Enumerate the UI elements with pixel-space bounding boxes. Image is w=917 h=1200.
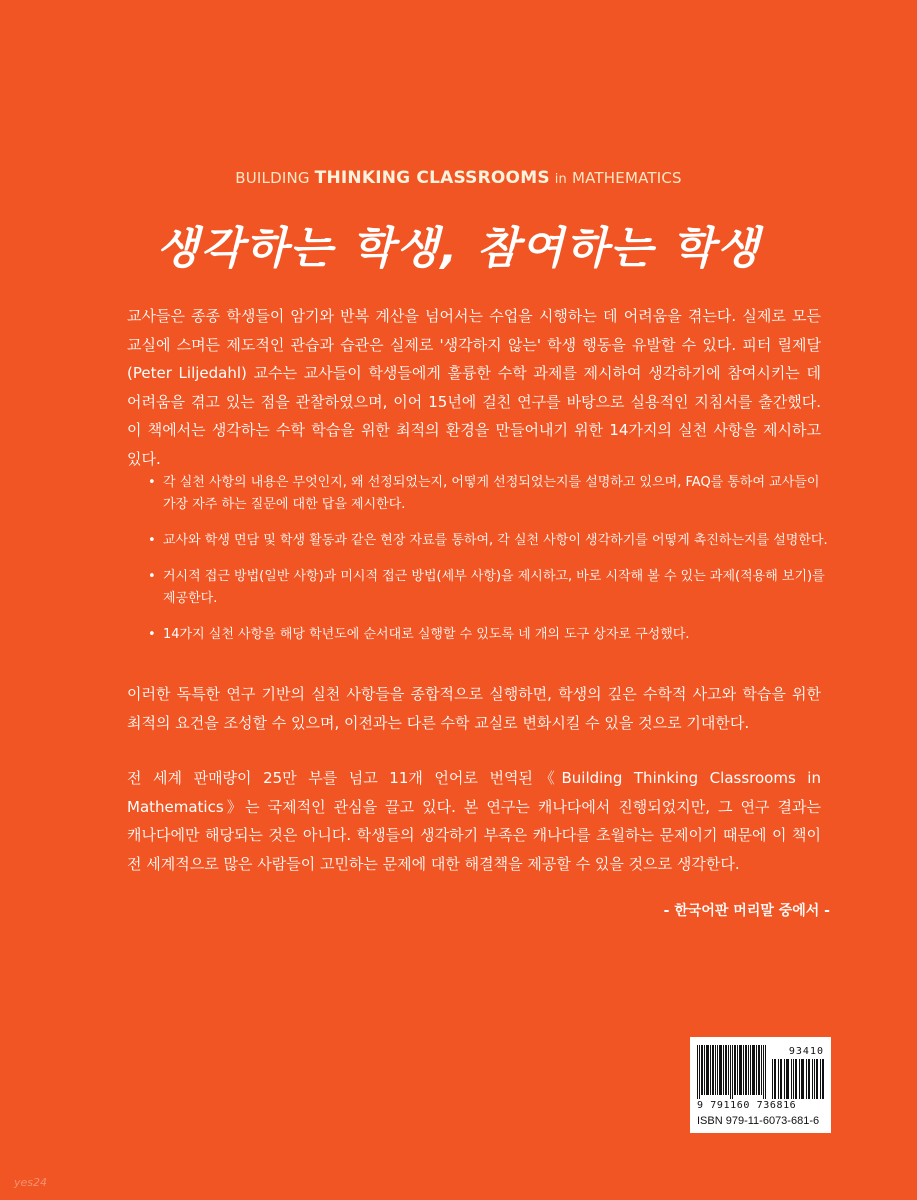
list-item-text: 각 실천 사항의 내용은 무엇인지, 왜 선정되었는지, 어떻게 선정되었는지를 설명하고 있으며, FAQ를 통하여 교사들이 가장 자주 하는 질문에 대한 답을 제시한다. [163, 475, 820, 512]
barcode-addon-number: 93410 [788, 1046, 824, 1057]
feature-list [148, 472, 838, 660]
list-item-text: 거시적 접근 방법(일반 사항)과 미시적 접근 방법(세부 사항)을 제시하고, 바로 시작해 볼 수 있는 과제(적용해 보기)를 제공한다. [163, 569, 825, 606]
bullet-marker: • [148, 533, 156, 548]
bullet-marker: • [148, 569, 156, 584]
watermark: yes24 [14, 1176, 48, 1189]
source-attribution: - 한국어판 머리말 중에서 - [663, 903, 830, 919]
bullet-marker: • [148, 627, 156, 642]
series-title [0, 168, 917, 188]
series-title-thinking-classrooms: THINKING CLASSROOMS [314, 168, 550, 188]
international-paragraph: 전 세계 판매량이 25만 부를 넘고 11개 언어로 번역된《Building Thinking Classrooms in Mathematics》는 국제적인 관심을 끌고 있다. 본 연구는 캐나다에서 진행되었지만, 그 연구 결과는 캐나다에만 해당되는 것은 아니다. 학생들의 생각하기 부족은 캐나다를 초월하는 문제이기 때문에 이 책이 전 세계적으로 많은 사람들이 고민하는 문제에 대한 해결책을 제공할 수 있을 것으로 생각한다. [127, 769, 821, 873]
expectation-paragraph: 이러한 독특한 연구 기반의 실천 사항들을 종합적으로 실행하면, 학생의 깊은 수학적 사고와 학습을 위한 최적의 요건을 조성할 수 있으며, 이전과는 다른 수학 교실로 변화시킬 수 있을 것으로 기대한다. [127, 685, 821, 732]
list-item [148, 472, 838, 516]
list-item-text: 14가지 실천 사항을 해당 학년도에 순서대로 실행할 수 있도록 네 개의 도구 상자로 구성했다. [163, 627, 690, 642]
addon-barcode [772, 1059, 826, 1099]
series-title-in: in [554, 172, 568, 187]
list-item-text: 교사와 학생 면담 및 학생 활동과 같은 현장 자료를 통하여, 각 실천 사항이 생각하기를 어떻게 촉진하는지를 설명한다. [163, 533, 828, 548]
intro-paragraph: 교사들은 종종 학생들이 암기와 반복 계산을 넘어서는 수업을 시행하는 데 어려움을 겪는다. 실제로 모든 교실에 스며든 제도적인 관습과 습관은 실제로 '생각하지 않는' 학생 행동을 유발할 수 있다. 피터 릴제달(Peter Liljedahl) 교수는 교사들이 학생들에게 훌륭한 수학 과제를 제시하여 생각하기에 참여시키는 데 어려움을 겪고 있는 점을 관찰하였으며, 이어 15년에 걸친 연구를 바탕으로 실용적인 지침서를 출간했다. 이 책에서는 생각하는 수학 학습을 위한 최적의 환경을 만들어내기 위한 14가지의 실천 사항을 제시하고 있다. [127, 307, 821, 468]
isbn-text: ISBN 979-11-6073-681-6 [697, 1115, 820, 1127]
series-title-mathematics: MATHEMATICS [571, 169, 682, 187]
list-item [148, 566, 838, 610]
list-item [148, 530, 838, 552]
headline: 생각하는 학생, 참여하는 학생 [156, 223, 761, 274]
bullet-marker: • [148, 475, 156, 490]
barcode-number: 9 791160 736816 [697, 1100, 797, 1111]
series-title-building: BUILDING [235, 169, 310, 187]
list-item [148, 624, 838, 646]
